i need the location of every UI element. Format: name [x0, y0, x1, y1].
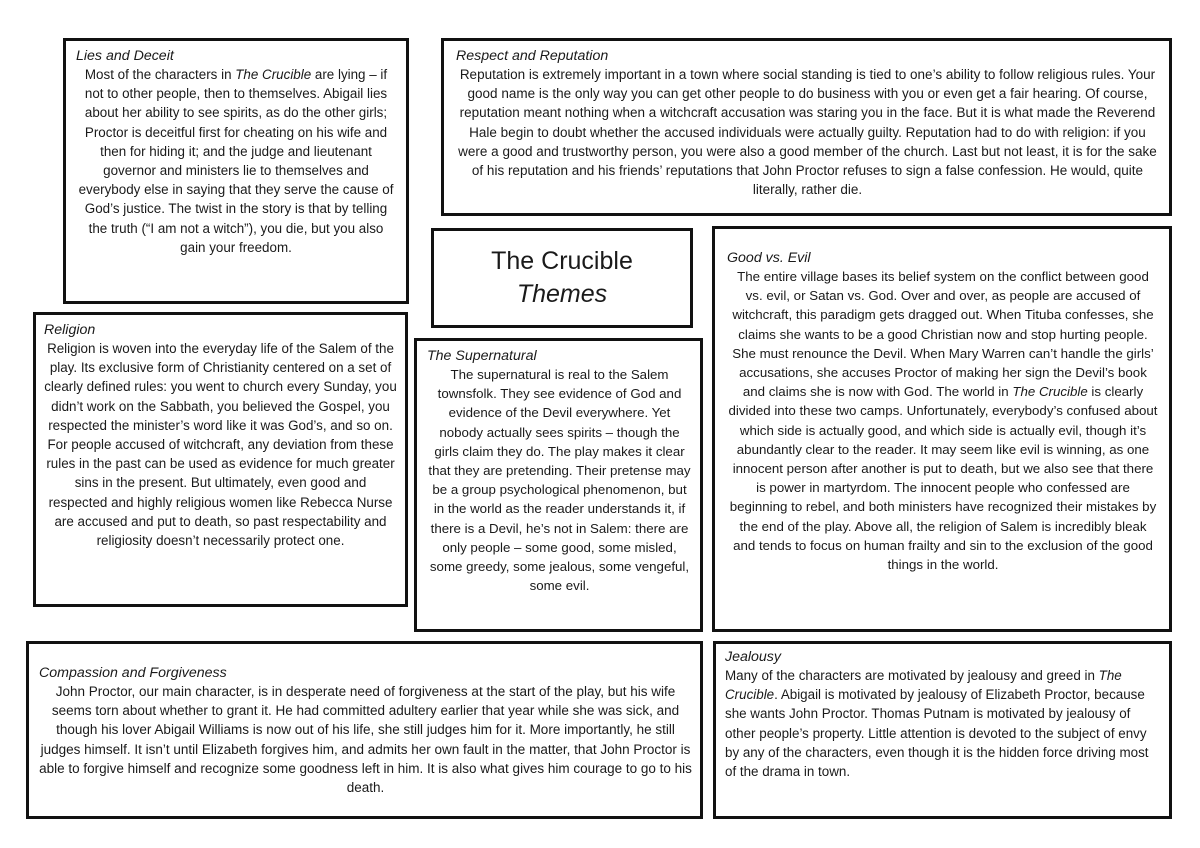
- respect-and-reputation-box: [441, 38, 1172, 216]
- page-subtitle: Themes: [516, 280, 608, 308]
- title-box: [431, 228, 693, 328]
- page-title: The Crucible: [491, 247, 633, 275]
- good-vs-evil-box: [712, 226, 1172, 632]
- jealousy-text: Many of the characters are motivated by jealousy and greed in The Crucible. Abigail is motivated by jealousy of Elizabeth Proctor, because she wants John Proctor. Thomas Putnam is motivated by jealousy of other people’s property. Little attention is devoted to the subject of envy by any of the characters, even though it is the hidden force driving most of the drama in town.: [725, 668, 1149, 780]
- supernatural-heading: The Supernatural: [427, 348, 537, 364]
- compassion-and-forgiveness-text: John Proctor, our main character, is in desperate need of forgiveness at the start of the play, but his wife seems torn about whether to grant it. He had committed adultery earlier that year while she was sick, and though his lover Abigail Williams is now out of his life, she still judges him for it. More importantly, he still judges himself. It isn’t until Elizabeth forgives him, and admits her own fault in the matter, that John Proctor is able to forgive himself and recognize some goodness left in him. It is also what gives him courage to go to his death.: [39, 684, 692, 796]
- supernatural-text: The supernatural is real to the Salem townsfolk. They see evidence of God and evidence of the Devil everywhere. Yet nobody actually sees spirits – though the girls claim they do. The play makes it clear that they are pretending. Their pretense may be a group psychological phenomenon, but in the world as the reader understands it, if there is a Devil, he’s not in Salem: there are only people – some good, some misled, some greedy, some jealous, some vengeful, some evil.: [428, 367, 691, 594]
- respect-and-reputation-text: Reputation is extremely important in a town where social standing is tied to one’s ability to follow religious rules. Your good name is the only way you can get other people to do business with you or even get a fair hearing. Of course, reputation meant nothing when a witchcraft accusation was staring you in the face. But it is what made the Reverend Hale begin to doubt whether the accused individuals were actually guilty. Reputation had to do with religion: if you were a good and trustworthy person, you were also a good member of the church. Last but not least, it is for the sake of his reputation and his friends’ reputations that John Proctor refuses to sign a false confession. He would, quite literally, rather die.: [458, 67, 1157, 198]
- religion-box: [33, 312, 408, 607]
- religion-heading: Religion: [44, 322, 96, 338]
- compassion-and-forgiveness-box: [26, 641, 703, 819]
- good-vs-evil-text: The entire village bases its belief system on the conflict between good vs. evil, or Satan vs. God. Over and over, as people are accused of witchcraft, this paradigm gets dragged out. When Tituba confesses, she claims she wants to be a good Christian now and stop hurting people. She must renounce the Devil. When Mary Warren can’t handle the girls’ accusations, she accuses Proctor of making her sign the Devil’s book and claims she is now with God. The world in The Crucible is clearly divided into these two camps. Unfortunately, everybody’s confused about which side is actually good, and which side is actually evil, though it’s abundantly clear to the reader. It may seem like evil is winning, as one innocent person after another is put to death, but we also see that there is power in martyrdom. The innocent people who confessed are beginning to rebel, and both ministers have recognized their mistakes by the end of the play. Above all, the religion of Salem is incredibly bleak and tends to focus on human frailty and sin to the exclusion of the good things in the world.: [728, 269, 1158, 573]
- religion-text: Religion is woven into the everyday life of the Salem of the play. Its exclusive form of Christianity centered on a set of clearly defined rules: you went to church every Sunday, you didn’t work on the Sabbath, you believed the Gospel, you respected the minister’s word like it was God’s, and so on. For people accused of witchcraft, any deviation from these rules in the past can be used as evidence for much greater sins in the present. But ultimately, even good and respected and highly religious women like Rebecca Nurse are accused and put to death, so past respectability and religiosity doesn’t necessarily protect one.: [44, 341, 397, 549]
- respect-and-reputation-heading: Respect and Reputation: [456, 48, 609, 64]
- compassion-and-forgiveness-heading: Compassion and Forgiveness: [39, 665, 227, 681]
- supernatural-box: [414, 338, 703, 632]
- lies-and-deceit-heading: Lies and Deceit: [76, 48, 174, 64]
- jealousy-heading: Jealousy: [725, 649, 781, 665]
- jealousy-box: [713, 641, 1172, 819]
- lies-and-deceit-box: [63, 38, 409, 304]
- good-vs-evil-heading: Good vs. Evil: [727, 250, 811, 266]
- lies-and-deceit-text: Most of the characters in The Crucible are lying – if not to other people, then to themselves. Abigail lies about her ability to see spirits, as do the other girls; Proctor is deceitful first for cheating on his wife and then for hiding it; and the judge and lieutenant governor and ministers lie to themselves and everybody else in saying that they serve the cause of God’s justice. The twist in the story is that by telling the truth (“I am not a witch”), you die, but you also gain your freedom.: [78, 67, 394, 255]
